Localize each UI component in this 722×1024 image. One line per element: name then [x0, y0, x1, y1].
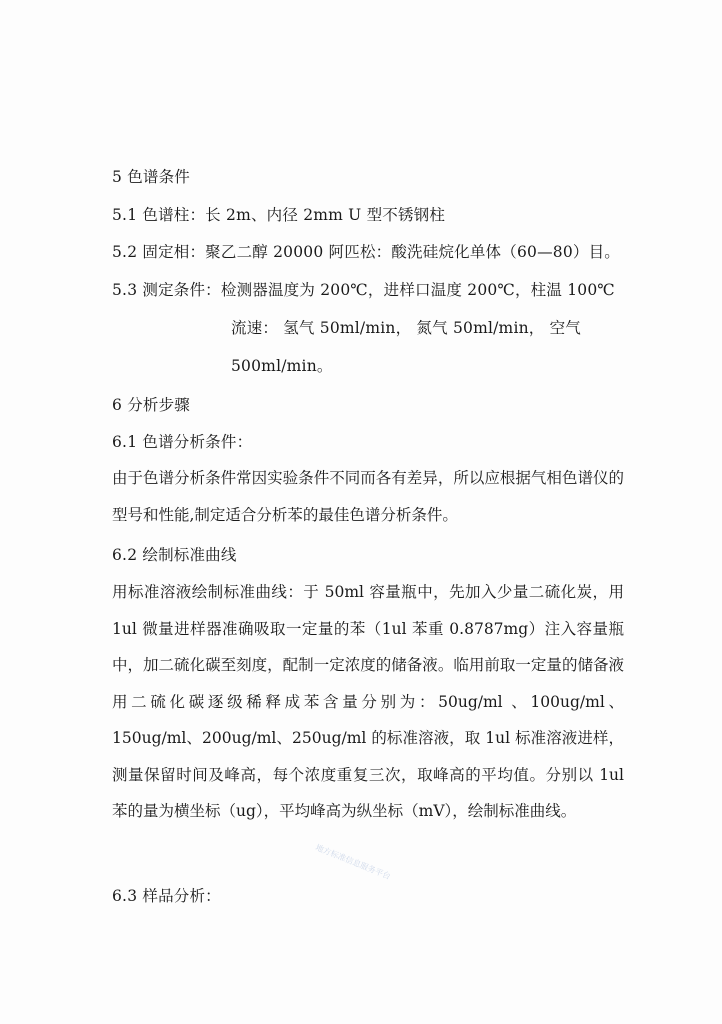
section-5-2: 5.2 固定相：聚乙二醇 20000 阿匹松：酸洗硅烷化单体（60—80）目。: [112, 243, 620, 261]
section-5-3-line-3: 500ml/min。: [231, 357, 333, 375]
section-6-1-heading: 6.1 色谱分析条件：: [112, 433, 253, 451]
section-5-3-line-1: 5.3 测定条件：检测器温度为 200℃，进样口温度 200℃，柱温 100℃: [112, 281, 615, 299]
section-6-heading: 6 分析步骤: [112, 396, 190, 414]
section-5-1: 5.1 色谱柱：长 2m、内径 2mm U 型不锈钢柱: [112, 206, 446, 224]
section-6-2-heading: 6.2 绘制标准曲线: [112, 546, 237, 564]
section-6-2-body: 用标准溶液绘制标准曲线：于 50ml 容量瓶中，先加入少量二硫化炭，用 1ul 微量进样器准确吸取一定量的苯（1ul 苯重 0.8787mg）注入容量瓶中，加二硫化碳至刻度，配制一定浓度的储备液。临用前取一定量的储备液用二硫化碳逐级稀释成苯含量分别为：50ug/ml 、100ug/ml、150ug/ml、200ug/ml、250ug/ml 的标准溶液，取 1ul 标准溶液进样，测量保留时间及峰高，每个浓度重复三次，取峰高的平均值。分别以 1ul 苯的量为横坐标（ug），平均峰高为纵坐标（mV），绘制标准曲线。: [112, 583, 624, 820]
section-5-3-line-2: 流速： 氢气 50ml/min， 氮气 50ml/min， 空气: [231, 319, 582, 337]
section-5-heading: 5 色谱条件: [112, 168, 190, 186]
section-6-3-heading: 6.3 样品分析：: [112, 887, 221, 905]
section-6-1-body: 由于色谱分析条件常因实验条件不同而各有差异，所以应根据气相色谱仪的型号和性能,制定适合分析苯的最佳色谱分析条件。: [112, 469, 624, 524]
watermark: 地方标准信息服务平台: [314, 842, 392, 882]
